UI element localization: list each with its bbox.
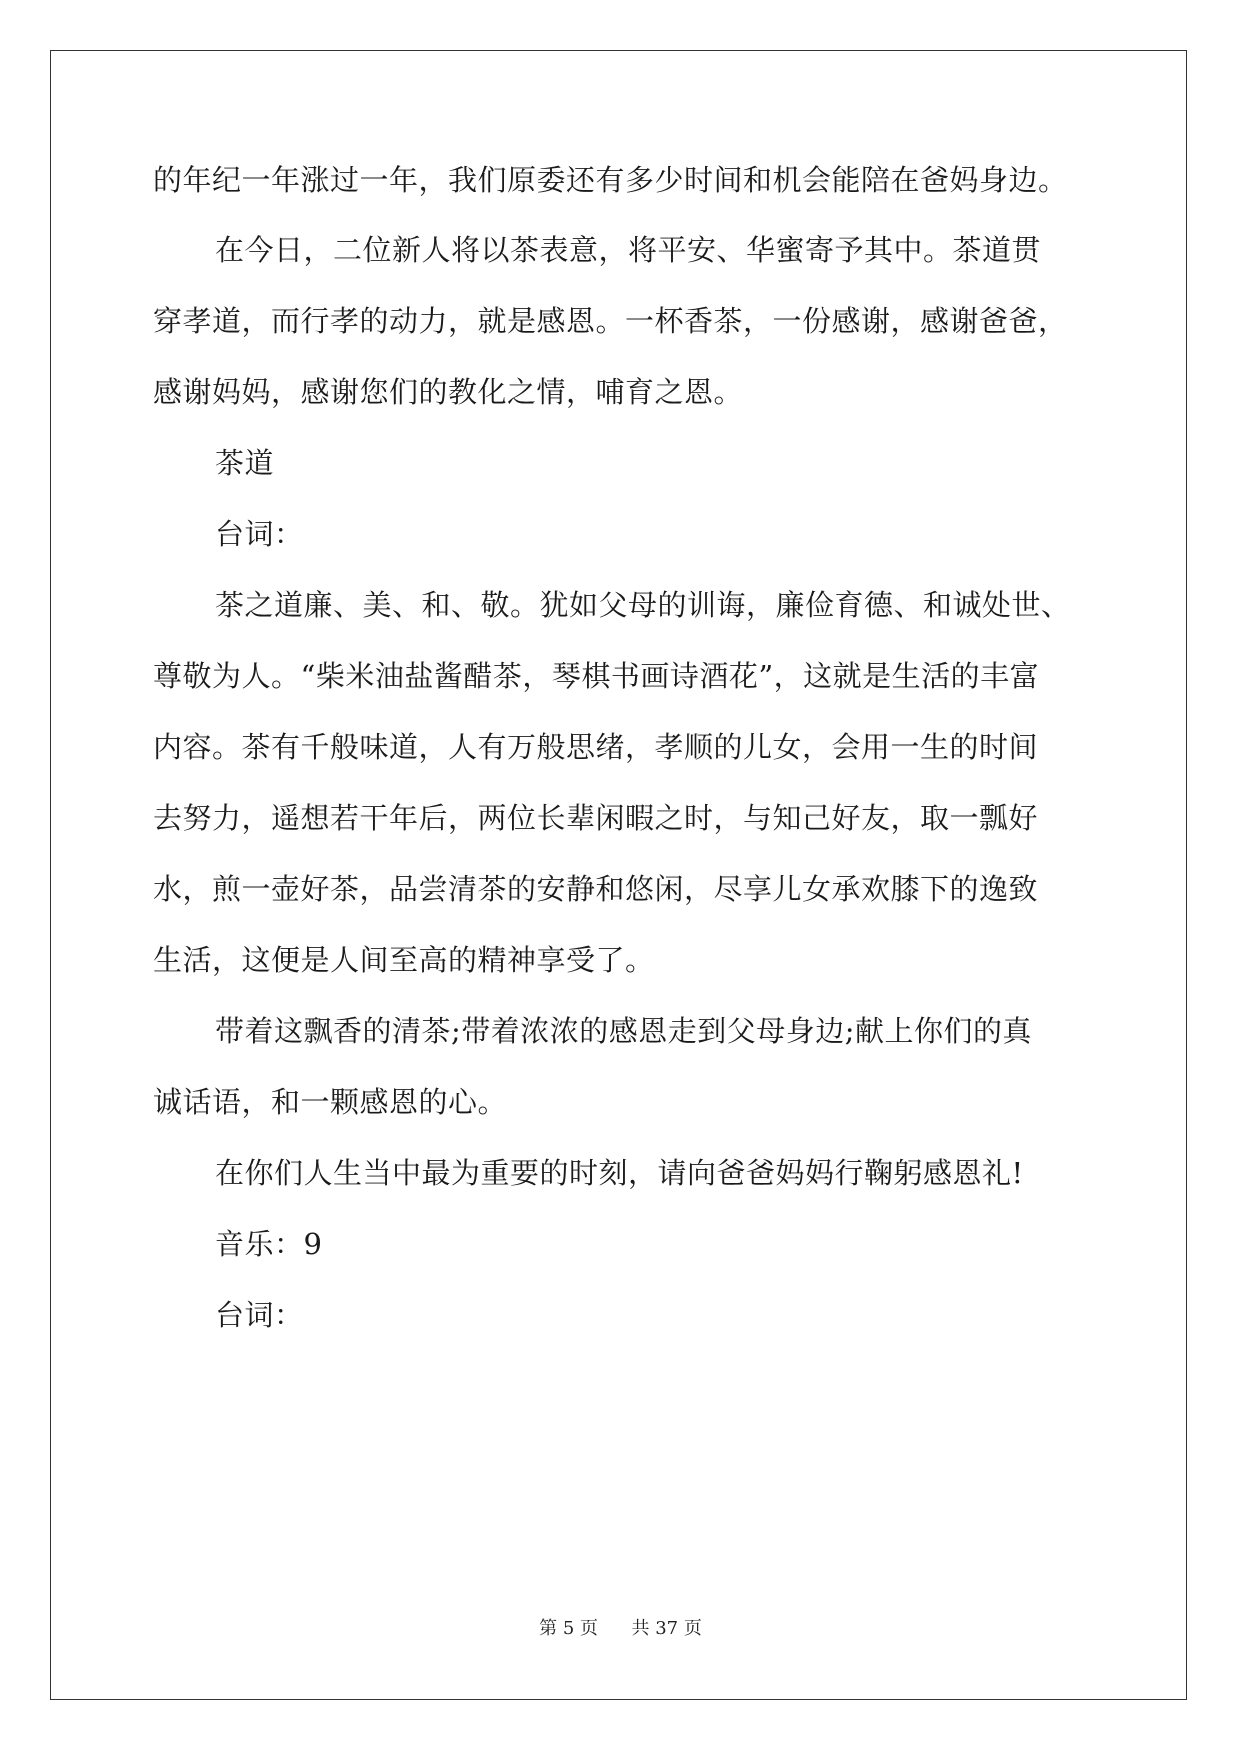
text-line: 在你们人生当中最为重要的时刻，请向爸爸妈妈行鞠躬感恩礼!	[215, 1156, 1024, 1190]
text-line: 感谢妈妈，感谢您们的教化之情，哺育之恩。	[153, 375, 744, 409]
text-line: 穿孝道，而行孝的动力，就是感恩。一杯香茶，一份感谢，感谢爸爸，	[153, 304, 1068, 338]
text-line: 茶之道廉、美、和、敬。犹如父母的训诲，廉俭育德、和诚处世、	[215, 588, 1071, 622]
text-line: 音乐：9	[215, 1227, 323, 1261]
text-line: 水，煎一壶好茶，品尝清茶的安静和悠闲，尽享儿女承欢膝下的逸致	[153, 872, 1039, 906]
page-footer	[0, 1614, 1241, 1640]
page-total: 共 37 页	[631, 1618, 702, 1639]
text-line: 在今日，二位新人将以茶表意，将平安、华蜜寄予其中。茶道贯	[215, 233, 1042, 267]
text-line: 尊敬为人。“柴米油盐酱醋茶，琴棋书画诗酒花”，这就是生活的丰富	[153, 659, 1040, 693]
text-line: 台词：	[215, 1298, 304, 1332]
text-line: 诚话语，和一颗感恩的心。	[153, 1085, 508, 1119]
text-line: 内容。茶有千般味道，人有万般思绪，孝顺的儿女，会用一生的时间	[153, 730, 1039, 764]
text-line: 带着这飘香的清茶;带着浓浓的感恩走到父母身边;献上你们的真	[215, 1014, 1033, 1048]
text-line: 台词：	[215, 517, 304, 551]
text-line: 生活，这便是人间至高的精神享受了。	[153, 943, 655, 977]
text-line: 的年纪一年涨过一年，我们原委还有多少时间和机会能陪在爸妈身边。	[153, 163, 1068, 197]
page-number: 第 5 页	[539, 1618, 599, 1639]
text-line: 去努力，遥想若干年后，两位长辈闲暇之时，与知己好友，取一瓢好	[153, 801, 1039, 835]
section-heading: 茶道	[215, 446, 275, 480]
